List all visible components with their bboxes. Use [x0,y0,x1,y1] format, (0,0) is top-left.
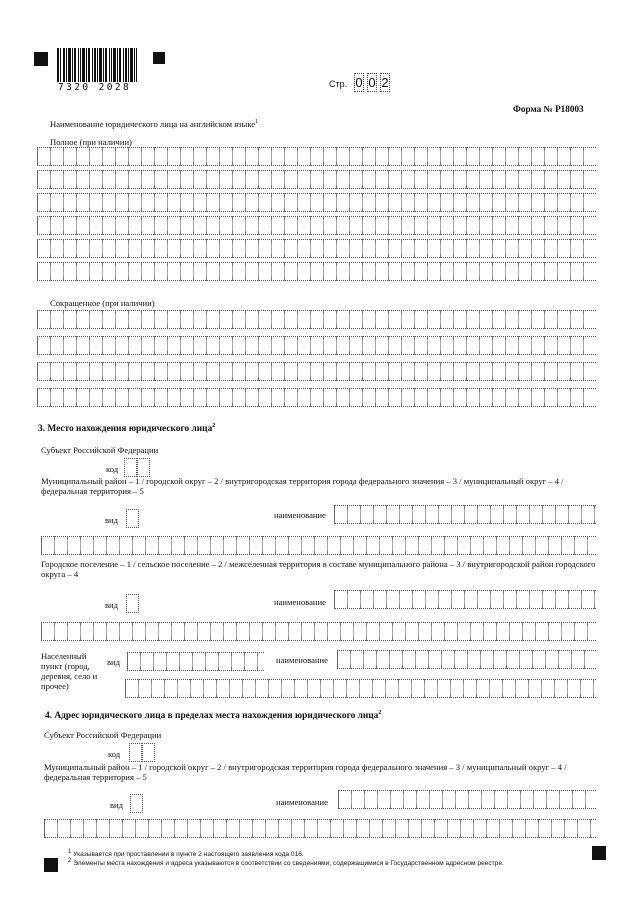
section3-settlement-name-label: наименование [274,597,326,607]
section3-locality-kind-label: вид [107,657,121,667]
registration-marker-top-left [34,52,48,66]
section3-subject-label: Субъект Российской Федерации [41,445,159,455]
section3-municipal-name-row-1[interactable] [334,505,596,524]
full-name-input-row-6[interactable] [37,262,596,281]
section4-code-cell-2[interactable] [142,743,155,762]
section3-locality-kind-input[interactable] [127,652,264,671]
footnote-1: $^1$ Указывается при проставлении в пункте 2 настоящего заявления кода 016. [68,848,304,858]
section3-kind-label: вид [105,515,119,525]
short-name-label: Сокращенное (при наличии) [50,298,155,308]
section3-settlement-kind-label: вид [105,600,119,610]
section3-locality-name-row-2[interactable] [125,679,596,698]
full-name-input-row-3[interactable] [37,193,596,212]
section3-municipal-name-row-2[interactable] [41,536,596,555]
section4-municipal-name-row-1[interactable] [338,790,596,809]
registration-marker-bottom-right [592,846,606,860]
registration-marker-bottom-left [44,858,58,872]
section3-locality-name-row-1[interactable] [337,650,596,669]
section3-settlement-name-row-2[interactable] [41,622,596,641]
footnotes [68,850,504,868]
section3-name-label: наименование [274,510,326,520]
section3-code-label: код [106,464,119,474]
section3-settlement-name-row-1[interactable] [334,590,596,609]
footnote-ref-1: 1 [255,119,259,126]
english-name-label: Наименование юридического лица на английском языке$^1$ [50,119,259,129]
short-name-input-row-1[interactable] [37,310,596,329]
section3-title: 3. Место нахождения юридического лица$^2$ [38,422,216,434]
page-label: Стр. [329,79,348,89]
barcode-number: 7320 2028 [58,82,132,93]
full-name-input-row-1[interactable] [37,147,596,166]
full-name-input-row-5[interactable] [37,239,596,258]
section4-kind-label: вид [110,800,124,810]
page-digit-2: 0 [368,75,376,90]
footnote-ref-2: 2 [212,422,216,429]
section4-municipal-name-row-2[interactable] [44,819,596,838]
section3-municipal-text: Муниципальный район – 1 / городской округ – 2 / внутригородская территория города федерального значения – 3 / муниципальный округ – 4 / федеральная территория – 5 [41,476,564,496]
section4-name-label: наименование [276,797,328,807]
section4-municipal-text: Муниципальный район – 1 / городской округ – 2 / внутригородская территория города федерального значения – 3 / муниципальный округ – 4 / федеральная территория – 5 [44,762,567,782]
full-name-input-row-4[interactable] [37,216,596,235]
page-digit-1: 0 [355,75,363,90]
section3-locality-label: Населенный пункт (город, деревня, село и прочее) [41,651,98,691]
section3-code-cell-1[interactable] [124,458,137,477]
section3-settlement-text: Городское поселение – 1 / сельское поселение – 2 / межселенная территория в составе муниципального района – 3 / внутригородской район городского округа – 4 [41,559,596,579]
full-name-label: Полное (при наличии) [50,137,132,147]
section4-title: 4. Адрес юридического лица в пределах места нахождения юридического лица$^2$ [45,709,382,721]
footnote-2: $^2$ Элементы места нахождения и адреса указываются в соответствии со сведениями, содержащимися в Государственном адресном реестре. [68,857,504,867]
short-name-input-row-3[interactable] [37,362,596,381]
barcode [57,48,137,82]
section4-code-label: код [108,749,121,759]
form-title: Форма № Р18003 [513,104,584,114]
section3-kind-cell[interactable] [126,509,139,528]
short-name-input-row-2[interactable] [37,336,596,355]
footnote-ref-2b: 2 [378,709,382,716]
section3-settlement-kind-cell[interactable] [126,594,139,613]
full-name-input-row-2[interactable] [37,170,596,189]
section4-kind-cell[interactable] [130,794,143,813]
section4-code-cell-1[interactable] [129,743,142,762]
short-name-input-row-4[interactable] [37,388,596,407]
section3-code-cell-2[interactable] [137,458,150,477]
section3-locality-name-label: наименование [276,655,328,665]
page-digit-3: 2 [381,75,389,90]
section4-subject-label: Субъект Российской Федерации [44,730,162,740]
registration-marker-top-right [153,52,165,64]
